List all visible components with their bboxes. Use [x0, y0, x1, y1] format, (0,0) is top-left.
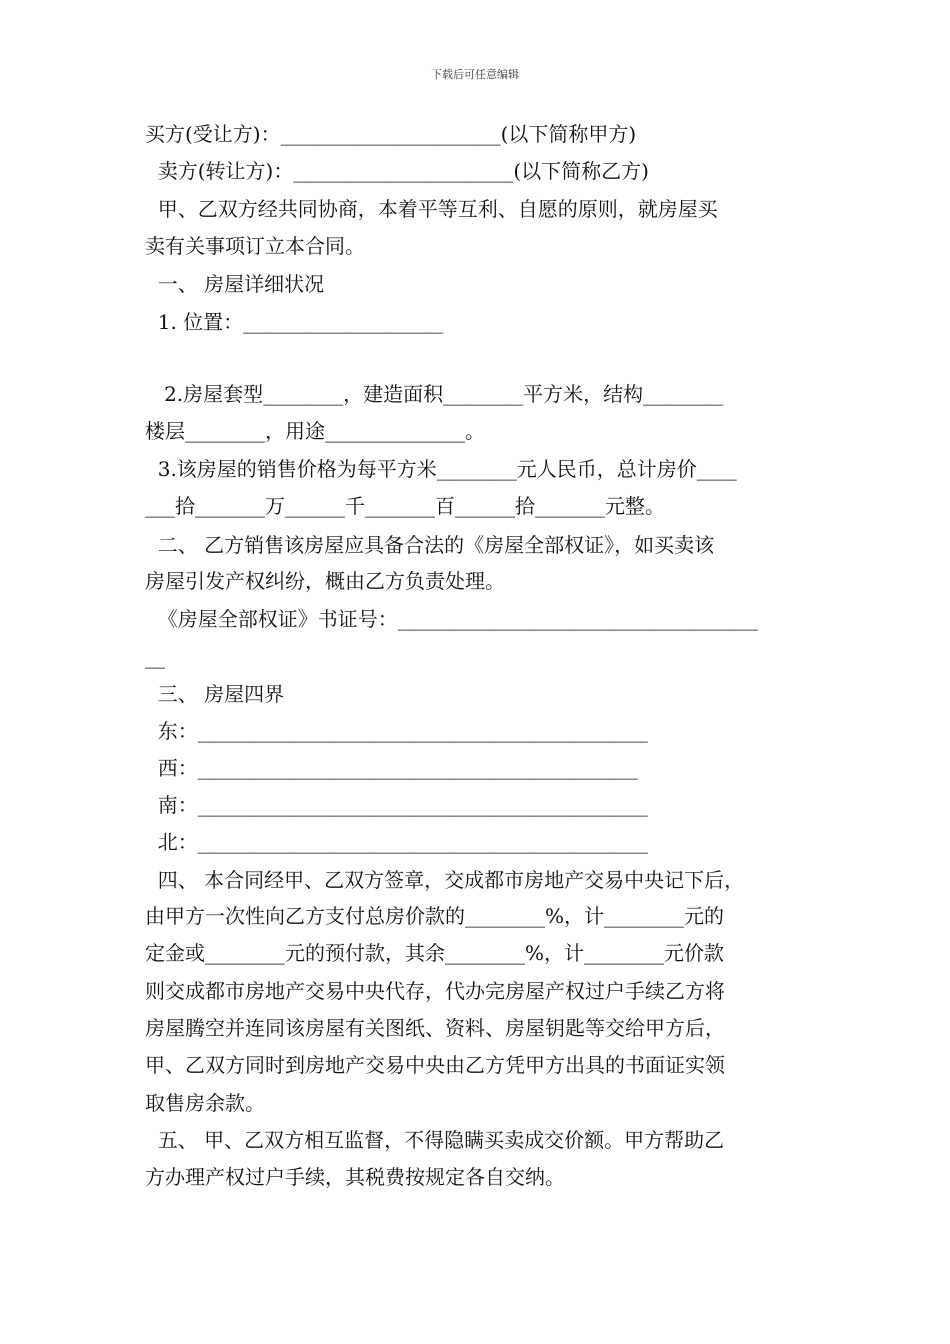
section-4-line-4: 则交成都市房地产交易中央代存，代办完房屋产权过户手续乙方将: [145, 979, 725, 1003]
boundary-north: 北：_____________________________________________: [145, 830, 648, 854]
buyer-line: 买方(受让方)：______________________(以下简称甲方): [145, 122, 637, 146]
floor-usage-line: 楼层________，用途______________。: [145, 419, 485, 443]
house-type-line: 2.房屋套型________，建造面积________平方米，结构________: [145, 382, 724, 406]
section-4-line-7: 取售房余款。: [145, 1091, 265, 1115]
section-2-line-2: 房屋引发产权纠纷，概由乙方负责处理。: [145, 569, 505, 593]
boundary-east: 东：_____________________________________________: [145, 719, 648, 743]
boundary-south: 南：_____________________________________________: [145, 793, 648, 817]
section-5-line-2: 方办理产权过户手续，其税费按规定各自交纳。: [145, 1165, 565, 1189]
certificate-no-line: 《房屋全部权证》书证号：____________________________________: [145, 607, 758, 631]
intro-line-1: 甲、乙双方经共同协商，本着平等互利、自愿的原则，就房屋买: [145, 197, 718, 221]
section-4-line-2: 由甲方一次性向乙方支付总房价款的________%，计________元的: [145, 904, 725, 928]
section-3-heading: 三、 房屋四界: [145, 682, 285, 706]
section-1-heading: 一、 房屋详细状况: [145, 272, 325, 296]
price-line-1: 3.该房屋的销售价格为每平方米________元人民币，总计房价____: [145, 457, 737, 481]
section-4-line-1: 四、 本合同经甲、乙双方签章，交成都市房地产交易中央记下后，: [145, 868, 745, 892]
section-4-line-6: 甲、乙双方同时到房地产交易中央由乙方凭甲方出具的书面证实领: [145, 1053, 725, 1077]
price-line-2: ___拾_______万______千_______百______拾_______元整。: [145, 494, 665, 518]
section-4-line-3: 定金或________元的预付款，其余________%，计________元价款: [145, 941, 725, 965]
seller-line: 卖方(转让方)：______________________(以下简称乙方): [145, 159, 649, 183]
section-2-line-1: 二、 乙方销售该房屋应具备合法的《房屋全部权证》，如买卖该: [145, 533, 715, 557]
certificate-no-cont: __: [145, 645, 165, 669]
page-header: 下载后可任意编辑: [431, 68, 519, 81]
section-5-line-1: 五、 甲、乙双方相互监督，不得隐瞒买卖成交价额。甲方帮助乙: [145, 1128, 725, 1152]
intro-line-2: 卖有关事项订立本合同。: [145, 234, 365, 258]
boundary-west: 西：____________________________________________: [145, 756, 638, 780]
section-4-line-5: 房屋腾空并连同该房屋有关图纸、资料、房屋钥匙等交给甲方后，: [145, 1016, 725, 1040]
location-line: 1. 位置：____________________: [145, 310, 444, 334]
